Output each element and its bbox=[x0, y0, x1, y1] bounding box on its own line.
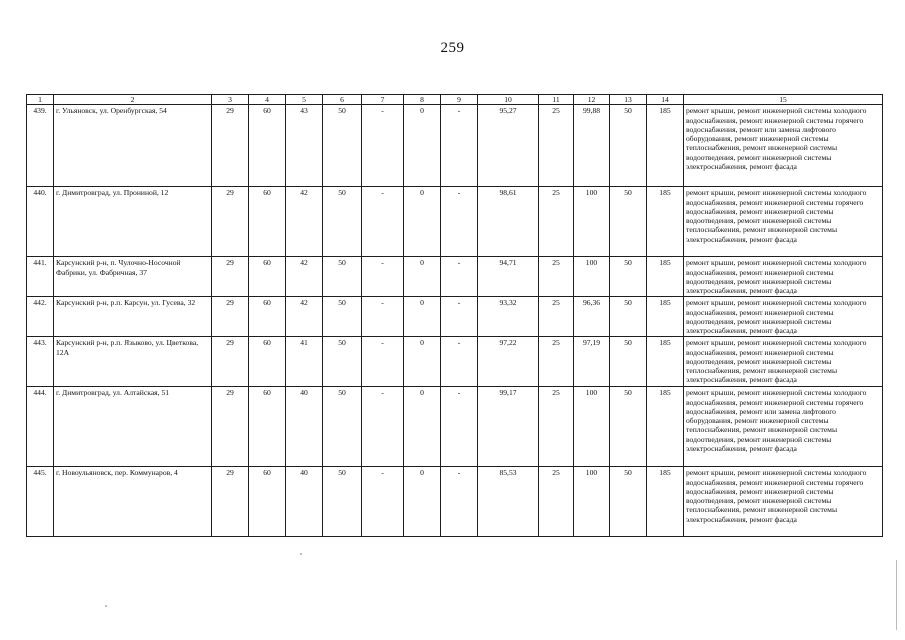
table-cell: 0 bbox=[404, 387, 441, 467]
table-row bbox=[27, 337, 883, 387]
repair-works-cell: ремонт крыши, ремонт инженерной системы холодного водоснабжения, ремонт инженерной системы горячего водоснабжения, ремонт инженерной системы водоотведения, ремонт инженерной системы теплоснабжения, ремонт инженерной системы электроснабжения, ремонт фасада bbox=[684, 467, 883, 537]
row-number: 440. bbox=[27, 187, 54, 257]
table-cell: 94,71 bbox=[478, 257, 539, 297]
table-cell: - bbox=[362, 337, 404, 387]
table-cell: 50 bbox=[323, 105, 362, 187]
table-body bbox=[27, 105, 883, 537]
row-number: 444. bbox=[27, 387, 54, 467]
table-row bbox=[27, 187, 883, 257]
scan-edge-line bbox=[896, 560, 897, 630]
table-cell: 50 bbox=[610, 337, 647, 387]
table-cell: 25 bbox=[539, 337, 574, 387]
repair-works-cell: ремонт крыши, ремонт инженерной системы холодного водоснабжения, ремонт инженерной системы водоотведения, ремонт инженерной системы электроснабжения, ремонт фасада bbox=[684, 297, 883, 337]
table-cell: 100 bbox=[574, 257, 610, 297]
scan-speck bbox=[105, 605, 107, 607]
table-cell: 29 bbox=[212, 337, 249, 387]
table-row bbox=[27, 297, 883, 337]
table-row bbox=[27, 257, 883, 297]
address-cell: г. Димитровград, ул. Алтайская, 51 bbox=[54, 387, 212, 467]
table-cell: - bbox=[362, 105, 404, 187]
column-header: 6 bbox=[323, 95, 362, 105]
table-cell: 185 bbox=[647, 105, 684, 187]
row-number: 445. bbox=[27, 467, 54, 537]
column-header: 12 bbox=[574, 95, 610, 105]
table-cell: 50 bbox=[610, 387, 647, 467]
table-cell: 100 bbox=[574, 187, 610, 257]
table-cell: 50 bbox=[610, 297, 647, 337]
repair-program-table bbox=[26, 94, 883, 537]
table-cell: - bbox=[362, 257, 404, 297]
column-header: 1 bbox=[27, 95, 54, 105]
table-cell: 185 bbox=[647, 187, 684, 257]
repair-works-cell: ремонт крыши, ремонт инженерной системы холодного водоснабжения, ремонт инженерной системы водоотведения, ремонт инженерной системы теплоснабжения, ремонт инженерной системы электроснабжения, ремонт фасада bbox=[684, 337, 883, 387]
table-cell: 40 bbox=[286, 387, 323, 467]
column-header: 7 bbox=[362, 95, 404, 105]
table-cell: - bbox=[362, 297, 404, 337]
table-cell: - bbox=[441, 257, 478, 297]
table-cell: 40 bbox=[286, 467, 323, 537]
table-cell: - bbox=[441, 467, 478, 537]
address-cell: г. Ульяновск, ул. Оренбургская, 54 bbox=[54, 105, 212, 187]
table-cell: 25 bbox=[539, 467, 574, 537]
table-cell: 96,36 bbox=[574, 297, 610, 337]
address-cell: г. Новоульяновск, пер. Коммунаров, 4 bbox=[54, 467, 212, 537]
table-cell: 60 bbox=[249, 467, 286, 537]
table-cell: 29 bbox=[212, 105, 249, 187]
table-cell: 42 bbox=[286, 187, 323, 257]
table-cell: 185 bbox=[647, 337, 684, 387]
table-cell: - bbox=[362, 467, 404, 537]
table-cell: 0 bbox=[404, 257, 441, 297]
column-header: 15 bbox=[684, 95, 883, 105]
scan-speck bbox=[300, 553, 302, 555]
table-cell: 25 bbox=[539, 257, 574, 297]
column-header: 11 bbox=[539, 95, 574, 105]
row-number: 439. bbox=[27, 105, 54, 187]
column-number-row bbox=[27, 95, 883, 105]
table-cell: - bbox=[441, 105, 478, 187]
table-cell: 50 bbox=[610, 467, 647, 537]
column-header: 4 bbox=[249, 95, 286, 105]
table-cell: 29 bbox=[212, 257, 249, 297]
table-cell: 50 bbox=[323, 187, 362, 257]
column-header: 2 bbox=[54, 95, 212, 105]
table-cell: - bbox=[441, 337, 478, 387]
table-cell: - bbox=[441, 187, 478, 257]
table-cell: 41 bbox=[286, 337, 323, 387]
table-cell: 50 bbox=[610, 187, 647, 257]
table-cell: 50 bbox=[323, 387, 362, 467]
column-header: 9 bbox=[441, 95, 478, 105]
table-cell: 185 bbox=[647, 257, 684, 297]
table-cell: 0 bbox=[404, 105, 441, 187]
column-header: 13 bbox=[610, 95, 647, 105]
table-cell: 50 bbox=[323, 257, 362, 297]
column-header: 3 bbox=[212, 95, 249, 105]
table-cell: - bbox=[441, 387, 478, 467]
table-cell: 85,53 bbox=[478, 467, 539, 537]
address-cell: г. Димитровград, ул. Прониной, 12 bbox=[54, 187, 212, 257]
address-cell: Карсунский р-н, р.п. Языково, ул. Цветкова, 12А bbox=[54, 337, 212, 387]
row-number: 441. bbox=[27, 257, 54, 297]
table-cell: 60 bbox=[249, 387, 286, 467]
table-cell: 29 bbox=[212, 387, 249, 467]
table-cell: 50 bbox=[610, 257, 647, 297]
table-header bbox=[27, 95, 883, 105]
table-cell: 50 bbox=[323, 297, 362, 337]
address-cell: Карсунский р-н, п. Чулочно-Носочной Фабрики, ул. Фабричная, 37 bbox=[54, 257, 212, 297]
row-number: 442. bbox=[27, 297, 54, 337]
table-cell: 25 bbox=[539, 387, 574, 467]
table-cell: 29 bbox=[212, 297, 249, 337]
table-cell: 185 bbox=[647, 387, 684, 467]
table-cell: 50 bbox=[323, 467, 362, 537]
column-header: 5 bbox=[286, 95, 323, 105]
table-cell: 43 bbox=[286, 105, 323, 187]
table-cell: - bbox=[441, 297, 478, 337]
table-row bbox=[27, 467, 883, 537]
table-cell: 97,22 bbox=[478, 337, 539, 387]
table-cell: 42 bbox=[286, 297, 323, 337]
column-header: 10 bbox=[478, 95, 539, 105]
address-cell: Карсунский р-н, р.п. Карсун, ул. Гусева, 32 bbox=[54, 297, 212, 337]
repair-works-cell: ремонт крыши, ремонт инженерной системы холодного водоснабжения, ремонт инженерной системы горячего водоснабжения, ремонт или замена лифтового оборудования, ремонт инженерной системы теплоснабжения, ремонт инженерной системы водоотведения, ремонт инженерной системы электроснабжения, ремонт фасада bbox=[684, 105, 883, 187]
table-cell: 50 bbox=[610, 105, 647, 187]
repair-works-cell: ремонт крыши, ремонт инженерной системы холодного водоснабжения, ремонт инженерной системы горячего водоснабжения, ремонт или замена лифтового оборудования, ремонт инженерной системы теплоснабжения, ремонт инженерной системы водоотведения, ремонт инженерной системы электроснабжения, ремонт фасада bbox=[684, 387, 883, 467]
row-number: 443. bbox=[27, 337, 54, 387]
table-cell: 42 bbox=[286, 257, 323, 297]
table-cell: 29 bbox=[212, 187, 249, 257]
table-cell: 100 bbox=[574, 467, 610, 537]
table-cell: 0 bbox=[404, 467, 441, 537]
table-cell: 60 bbox=[249, 187, 286, 257]
table-cell: 185 bbox=[647, 297, 684, 337]
table-cell: 0 bbox=[404, 187, 441, 257]
table-cell: - bbox=[362, 187, 404, 257]
table-cell: 93,32 bbox=[478, 297, 539, 337]
table-cell: 95,27 bbox=[478, 105, 539, 187]
table-row bbox=[27, 387, 883, 467]
page-number: 259 bbox=[440, 40, 465, 56]
table-cell: 0 bbox=[404, 297, 441, 337]
table-cell: 60 bbox=[249, 297, 286, 337]
repair-works-cell: ремонт крыши, ремонт инженерной системы холодного водоснабжения, ремонт инженерной системы водоотведения, ремонт инженерной системы электроснабжения, ремонт фасада bbox=[684, 257, 883, 297]
table-cell: 98,61 bbox=[478, 187, 539, 257]
table-cell: 29 bbox=[212, 467, 249, 537]
table-cell: 60 bbox=[249, 337, 286, 387]
table-cell: 97,19 bbox=[574, 337, 610, 387]
table-cell: 60 bbox=[249, 105, 286, 187]
repair-works-cell: ремонт крыши, ремонт инженерной системы холодного водоснабжения, ремонт инженерной системы горячего водоснабжения, ремонт инженерной системы водоотведения, ремонт инженерной системы теплоснабжения, ремонт инженерной системы электроснабжения, ремонт фасада bbox=[684, 187, 883, 257]
table-cell: 25 bbox=[539, 105, 574, 187]
table-cell: 99,17 bbox=[478, 387, 539, 467]
table-cell: 99,88 bbox=[574, 105, 610, 187]
column-header: 14 bbox=[647, 95, 684, 105]
table-cell: 0 bbox=[404, 337, 441, 387]
table-cell: 185 bbox=[647, 467, 684, 537]
table-cell: - bbox=[362, 387, 404, 467]
column-header: 8 bbox=[404, 95, 441, 105]
table-cell: 25 bbox=[539, 297, 574, 337]
table-cell: 25 bbox=[539, 187, 574, 257]
table-cell: 60 bbox=[249, 257, 286, 297]
table-cell: 100 bbox=[574, 387, 610, 467]
table-cell: 50 bbox=[323, 337, 362, 387]
table-row bbox=[27, 105, 883, 187]
